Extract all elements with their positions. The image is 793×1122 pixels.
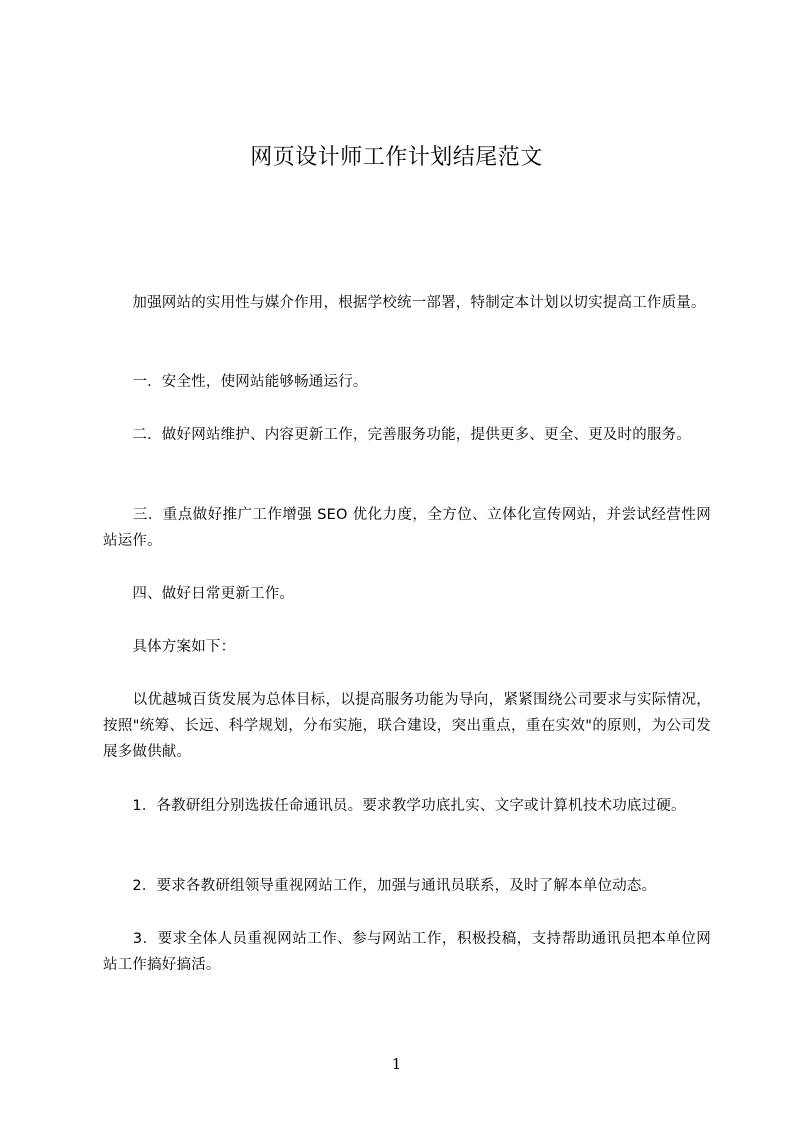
paragraph-plan-heading: 具体方案如下： [103,639,236,655]
paragraph-step-3: 3．要求全体人员重视网站工作、参与网站工作，积极投稿，支持帮助通讯员把本单位网站工作搞好搞活。 [103,931,711,973]
paragraph-step-1: 1．各教研组分别选拔任命通讯员。要求教学功底扎实、文字或计算机技术功底过硬。 [103,798,686,814]
paragraph-item-1: 一．安全性，使网站能够畅通运行。 [103,374,368,390]
paragraph-item-2: 二．做好网站维护、内容更新工作，完善服务功能，提供更多、更全、更及时的服务。 [103,427,691,443]
document-title: 网页设计师工作计划结尾范文 [250,145,543,170]
page-number: 1 [391,1055,402,1073]
paragraph-intro: 加强网站的实用性与媒介作用，根据学校统一部署，特制定本计划以切实提高工作质量。 [103,295,706,311]
paragraph-item-4: 四、做好日常更新工作。 [103,586,295,602]
paragraph-goal: 以优越城百货发展为总体目标，以提高服务功能为导向，紧紧围绕公司要求与实际情况，按照"统筹、长远、科学规划，分布实施，联合建设，突出重点，重在实效"的原则，为公司发展多做供献。 [103,692,711,760]
paragraph-item-3: 三．重点做好推广工作增强 SEO 优化力度，全方位、立体化宣传网站，并尝试经营性网站运作。 [103,507,711,549]
paragraph-step-2: 2．要求各教研组领导重视网站工作，加强与通讯员联系，及时了解本单位动态。 [103,878,657,894]
